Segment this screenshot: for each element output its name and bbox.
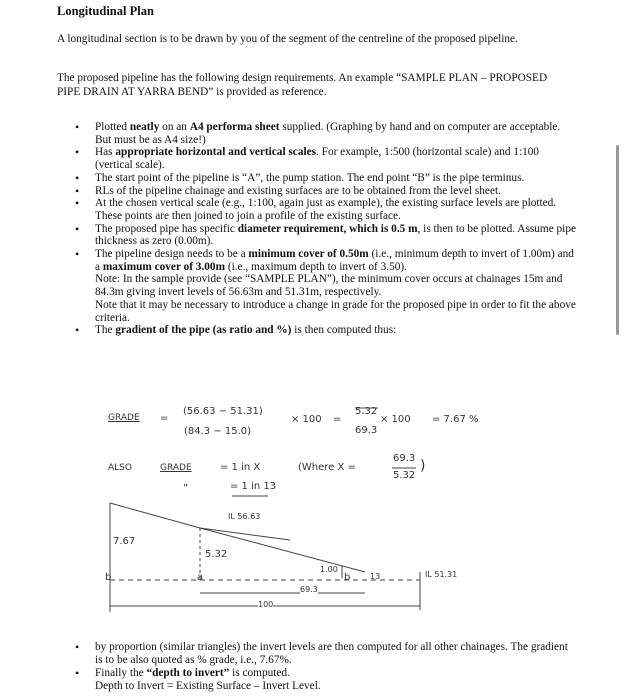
hand-len-69: 69.3 <box>300 585 318 594</box>
requirements-paragraph: The proposed pipeline has the following design requirements. An example “SAMPLE PLAN – PROPOSED PIPE DRAIN AT YARRA BEND” is provided as reference. <box>57 72 548 98</box>
leader-line <box>200 528 290 540</box>
hand-eq-top: (56.63 − 51.31) <box>183 406 263 417</box>
page-title: Longitudinal Plan <box>57 4 154 18</box>
list-item: • The pipeline design needs to be a minimum cover of 0.50m (i.e., minimum depth to invert of 1.00m) and a maximum cover of 3.00m (i.e., maximum depth to invert of 3.50). Note: In the sample provide (see “SAMPLE PLAN”), the minimum cover occurs at chainages 15m and 84.3m giving invert levels of 56.63m and 51.31m, respectively. Note that it may be necessary to introduce a change in grade for the proposed pipe in order to fit the above criteria. <box>75 247 576 324</box>
list-item: • The gradient of the pipe (as ratio and %) is then computed thus: <box>75 323 397 338</box>
note-text: Note: In the sample provide (see “SAMPLE PLAN”), the minimum cover occurs at chainages 15m and 84.3m giving invert levels of 56.63m and 51.31m, respectively. <box>95 273 563 299</box>
list-item: • At the chosen vertical scale (e.g., 1:100, again just as example), the existing surface levels are plotted. These points are then joined to join a profile of the existing surface. <box>75 196 557 222</box>
hand-small-dim: 1.00 <box>320 565 338 574</box>
hand-one-in-13: = 1 in 13 <box>230 481 277 492</box>
hand-one-in-x: = 1 in X <box>220 462 261 473</box>
hand-thirteen: 13 <box>370 572 381 581</box>
final-steps-list <box>57 641 577 694</box>
hand-b-right: b <box>344 572 351 583</box>
hand-quote: ” <box>183 483 189 494</box>
list-item: • by proportion (similar triangles) the invert levels are then computed for all other chainages. The gradient is to be also quoted as % grade, i.e., 7.67%. <box>75 640 568 666</box>
bullet-icon: • <box>75 221 80 236</box>
bullet-icon: • <box>75 640 80 654</box>
hand-equals: = <box>333 414 342 425</box>
list-item: • Plotted neatly on an A4 performa sheet supplied. (Graphing by hand and on computer are acceptable. But must be as A4 size!) <box>75 120 561 146</box>
hand-il-right: IL 51.31 <box>425 570 458 579</box>
hand-eq-bottom: (84.3 − 15.0) <box>184 426 252 437</box>
hand-x-top: 69.3 <box>393 453 416 464</box>
hand-times100b: × 100 <box>380 414 411 425</box>
list-item: • Finally the “depth to invert” is computed. Depth to Invert = Existing Surface – Invert Level. <box>57 667 577 692</box>
bullet-icon: • <box>75 145 80 160</box>
list-item: • The proposed pipe has specific diameter requirement, which is 0.5 m, is then to be plotted. Assume pipe thickness as zero (0.00m). <box>75 221 576 248</box>
hand-frac-top: 5.32 <box>355 406 378 417</box>
hand-also: ALSO <box>108 463 132 473</box>
hand-frac-bottom: 69.3 <box>355 425 378 436</box>
bullet-icon: • <box>75 183 80 198</box>
list-item: • RLs of the pipeline chainage and existing surfaces are to be obtained from the level sheet. <box>75 183 501 198</box>
hand-grade2: GRADE <box>160 463 192 473</box>
list-item: • The start point of the pipeline is “A”, the pump station. The end point “B” is the pipe terminus. <box>75 170 525 185</box>
hand-left-dim: 7.67 <box>113 536 136 547</box>
bullet-icon: • <box>75 666 80 681</box>
bullet-icon: • <box>75 323 80 338</box>
hand-times100: × 100 <box>291 414 322 425</box>
formula-text: Depth to Invert = Existing Surface – Invert Level. <box>95 680 321 693</box>
hand-where: (Where X = <box>298 462 356 473</box>
hand-x-bottom: 5.32 <box>393 470 416 481</box>
intro-paragraph: A longitudinal section is to be drawn by you of the segment of the centreline of the proposed pipeline. <box>57 33 518 45</box>
bullet-icon: • <box>75 170 80 185</box>
hand-paren-close: ) <box>420 458 426 474</box>
bullet-icon: • <box>75 196 80 211</box>
hand-b-left: b <box>105 572 112 583</box>
hand-equals: = <box>160 413 169 424</box>
list-item: • Has appropriate horizontal and vertical scales. For example, 1:500 (horizontal scale) and 1:100 (vertical scale). <box>75 145 540 172</box>
bullet-icon: • <box>75 120 80 134</box>
bullet-icon: • <box>75 247 80 262</box>
hand-len-100: 100 <box>258 600 274 609</box>
hand-il-top: IL 56.63 <box>228 512 261 521</box>
hand-result: = 7.67 % <box>432 414 479 425</box>
hand-grade-label: GRADE <box>108 413 140 423</box>
hand-mid-dim: 5.32 <box>205 549 228 560</box>
note-text: Note that it may be necessary to introduce a change in grade for the proposed pipe in order to fit the above criteria. <box>95 298 576 324</box>
hand-a-mid: a <box>197 572 204 583</box>
